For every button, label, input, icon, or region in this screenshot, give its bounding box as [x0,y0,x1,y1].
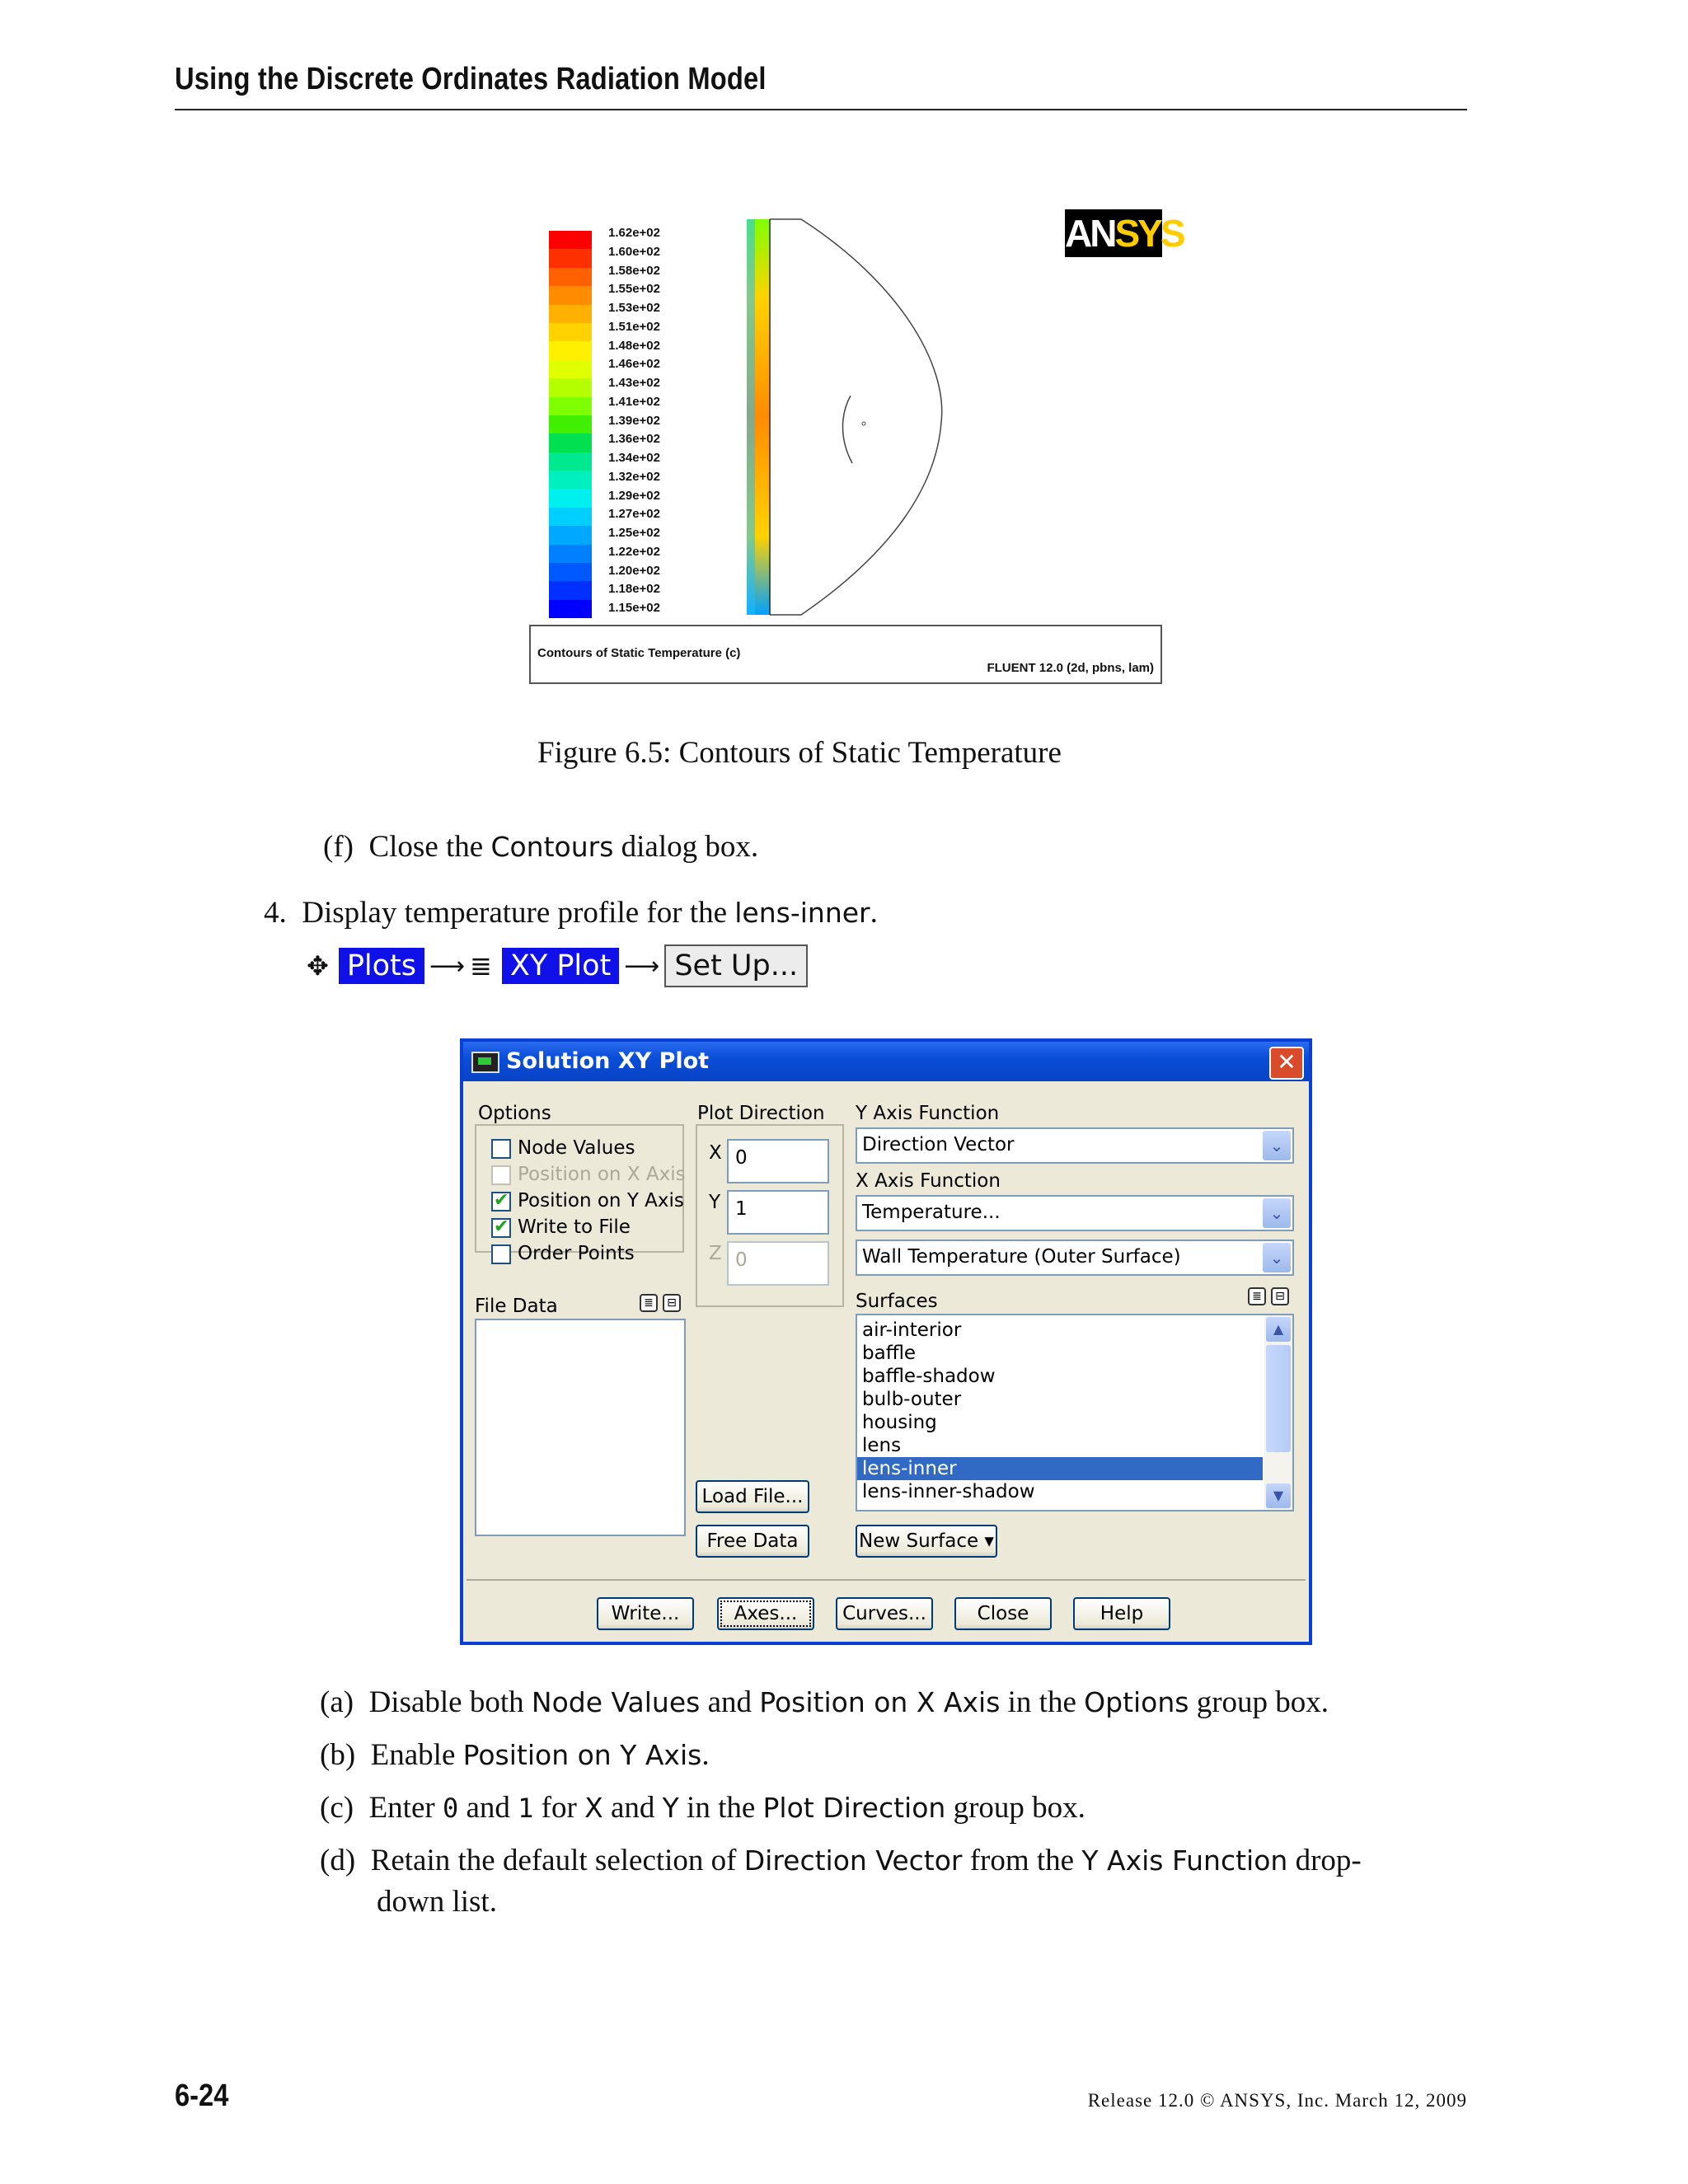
write-button[interactable]: Write... [597,1597,694,1630]
ansys-logo: ANSYS [1065,209,1162,257]
position-x-checkbox[interactable] [491,1165,511,1185]
y-axis-function-dropdown[interactable] [856,1127,1294,1164]
legend-swatch [549,563,592,581]
legend-swatch [549,489,592,507]
legend-swatch [549,305,592,323]
help-button[interactable]: Help [1073,1597,1170,1630]
step-4: 4. Display temperature profile for the lens-inner. [264,896,878,930]
curves-button[interactable]: Curves... [836,1597,933,1630]
surface-list-item[interactable]: baffle [862,1343,917,1364]
legend-value: 1.48e+02 [608,338,660,353]
surface-list-item[interactable]: bulb-outer [862,1389,962,1410]
legend-swatch [549,249,592,267]
close-button[interactable]: Close [954,1597,1052,1630]
file-data-list[interactable] [475,1319,686,1536]
release-notice: Release 12.0 © ANSYS, Inc. March 12, 2009 [1087,2090,1467,2111]
solver-label: FLUENT 12.0 (2d, pbns, lam) [987,661,1154,675]
legend-value: 1.60e+02 [608,244,660,259]
scroll-thumb[interactable] [1266,1345,1291,1452]
x-axis-function-label: X Axis Function [856,1170,1001,1192]
legend-swatch [549,581,592,599]
term-contours: Contours [490,831,614,863]
x-axis-subfunction-value: Wall Temperature (Outer Surface) [862,1246,1181,1268]
legend-value: 1.22e+02 [608,544,660,559]
scroll-down-icon[interactable]: ▼ [1266,1483,1291,1508]
x-axis-function-dropdown[interactable] [856,1195,1294,1231]
legend-swatch [549,508,592,526]
legend-swatch [549,231,592,249]
legend-swatch [549,268,592,286]
select-all-icon[interactable]: ≣ [1248,1287,1266,1305]
axes-button[interactable]: Axes... [717,1597,814,1630]
menu-path [307,941,808,991]
surface-list-item[interactable]: lens-inner [857,1457,1263,1480]
page-number: 6-24 [175,2079,229,2113]
substep-d-continued: down list. [377,1885,497,1919]
header-rule [175,109,1467,110]
write-to-file-label: Write to File [518,1216,631,1238]
node-values-label: Node Values [518,1137,635,1159]
y-label: Y [709,1192,721,1213]
step-f: (f) Close the Contours dialog box. [323,830,759,864]
surface-list-item[interactable]: housing [862,1412,937,1433]
legend-swatch [549,471,592,489]
legend-swatch [549,397,592,415]
legend-swatch [549,600,592,618]
write-to-file-checkbox[interactable] [491,1218,511,1238]
surfaces-scrollbar[interactable] [1264,1315,1292,1510]
node-values-checkbox[interactable] [491,1139,511,1159]
lens-outline [770,219,942,615]
x-direction-field[interactable]: 0 [727,1139,829,1183]
navigation-pane-icon: ✥ [307,950,329,982]
surface-list-item[interactable]: lens [862,1435,902,1456]
legend-value: 1.51e+02 [608,319,660,334]
legend-swatch [549,526,592,544]
substep-b: (b) Enable Position on Y Axis. [320,1738,710,1772]
file-data-label: File Data [475,1296,558,1317]
surface-list-item[interactable]: air-interior [862,1319,962,1341]
legend-value: 1.20e+02 [608,563,660,578]
legend-swatch [549,378,592,396]
legend-value: 1.18e+02 [608,582,660,597]
legend-value: 1.58e+02 [608,263,660,278]
substep-c: (c) Enter 0 and 1 for X and Y in the Plot Direction group box. [320,1791,1085,1825]
z-label: Z [709,1243,722,1264]
surfaces-list[interactable] [856,1314,1294,1511]
load-file-button[interactable]: Load File... [696,1480,809,1513]
dialog-separator [467,1579,1306,1581]
legend-swatch [549,545,592,563]
z-direction-field[interactable]: 0 [727,1241,829,1286]
legend-swatch [549,323,592,341]
substep-d: (d) Retain the default selection of Direction Vector from the Y Axis Function drop- [320,1844,1362,1877]
position-y-label: Position on Y Axis [518,1190,684,1212]
y-direction-field[interactable]: 1 [727,1190,829,1235]
term-lens-inner: lens-inner [734,897,870,929]
arrow-icon: ⟶ [624,951,660,981]
legend-value: 1.53e+02 [608,301,660,315]
legend-value: 1.32e+02 [608,469,660,484]
deselect-all-icon[interactable]: ⊟ [663,1294,681,1312]
free-data-button[interactable]: Free Data [696,1525,809,1558]
legend-swatch [549,452,592,471]
x-label: X [709,1142,722,1164]
surfaces-label: Surfaces [856,1291,938,1312]
x-axis-function-value: Temperature... [862,1202,1001,1223]
window-icon [471,1052,499,1073]
legend-value: 1.43e+02 [608,376,660,390]
legend-value: 1.46e+02 [608,357,660,372]
legend-value: 1.25e+02 [608,526,660,540]
legend-swatch [549,341,592,359]
order-points-checkbox[interactable] [491,1244,511,1264]
solution-xy-plot-dialog [460,1038,1312,1645]
setup-button[interactable]: Set Up... [664,944,808,987]
order-points-label: Order Points [518,1243,635,1264]
chevron-down-icon[interactable]: ⌄ [1263,1198,1291,1228]
legend-swatch [549,415,592,434]
colormap-legend-labels [608,224,660,618]
deselect-all-icon[interactable]: ⊟ [1271,1287,1289,1305]
plot-title: Contours of Static Temperature (c) [537,646,741,660]
legend-value: 1.62e+02 [608,226,660,240]
legend-swatch [549,360,592,378]
arrow-icon: ⟶ [429,951,466,981]
scroll-up-icon[interactable]: ▲ [1266,1317,1291,1342]
legend-value: 1.41e+02 [608,394,660,409]
position-x-label: Position on X Axis [518,1164,686,1185]
plot-caption-box [529,625,1162,684]
legend-swatch [549,286,592,304]
new-surface-button[interactable]: New Surface ▾ [856,1525,997,1558]
dialog-titlebar[interactable] [463,1042,1309,1081]
legend-value: 1.29e+02 [608,488,660,503]
figure-caption: Figure 6.5: Contours of Static Temperature [537,736,1062,770]
position-y-checkbox[interactable] [491,1192,511,1212]
surface-list-item[interactable]: baffle-shadow [862,1366,996,1387]
chevron-down-icon[interactable]: ⌄ [1263,1131,1291,1160]
x-axis-subfunction-dropdown[interactable] [856,1240,1294,1276]
menu-xy-plot[interactable]: XY Plot [502,948,619,984]
colormap-legend-bar [549,231,592,618]
bulb-outline [843,396,853,463]
legend-swatch [549,434,592,452]
legend-value: 1.55e+02 [608,282,660,297]
y-axis-function-label: Y Axis Function [856,1103,1000,1124]
y-axis-function-value: Direction Vector [862,1134,1015,1155]
menu-plots[interactable]: Plots [339,948,424,984]
dialog-title: Solution XY Plot [506,1048,710,1074]
legend-value: 1.15e+02 [608,601,660,615]
select-all-icon[interactable]: ≣ [640,1294,658,1312]
options-label: Options [478,1103,551,1124]
legend-value: 1.27e+02 [608,507,660,522]
chevron-down-icon[interactable]: ⌄ [1263,1243,1291,1272]
substep-a: (a) Disable both Node Values and Position on X Axis in the Options group box. [320,1685,1329,1719]
running-head: Using the Discrete Ordinates Radiation Model [175,62,767,96]
legend-value: 1.36e+02 [608,432,660,447]
xy-plot-icon: ≣ [470,950,492,982]
lens-geometry-contour [742,216,956,620]
plot-direction-label: Plot Direction [697,1103,825,1124]
close-icon[interactable]: ✕ [1269,1047,1304,1080]
legend-value: 1.39e+02 [608,413,660,428]
legend-value: 1.34e+02 [608,451,660,465]
surface-list-item[interactable]: lens-inner-shadow [862,1481,1035,1502]
